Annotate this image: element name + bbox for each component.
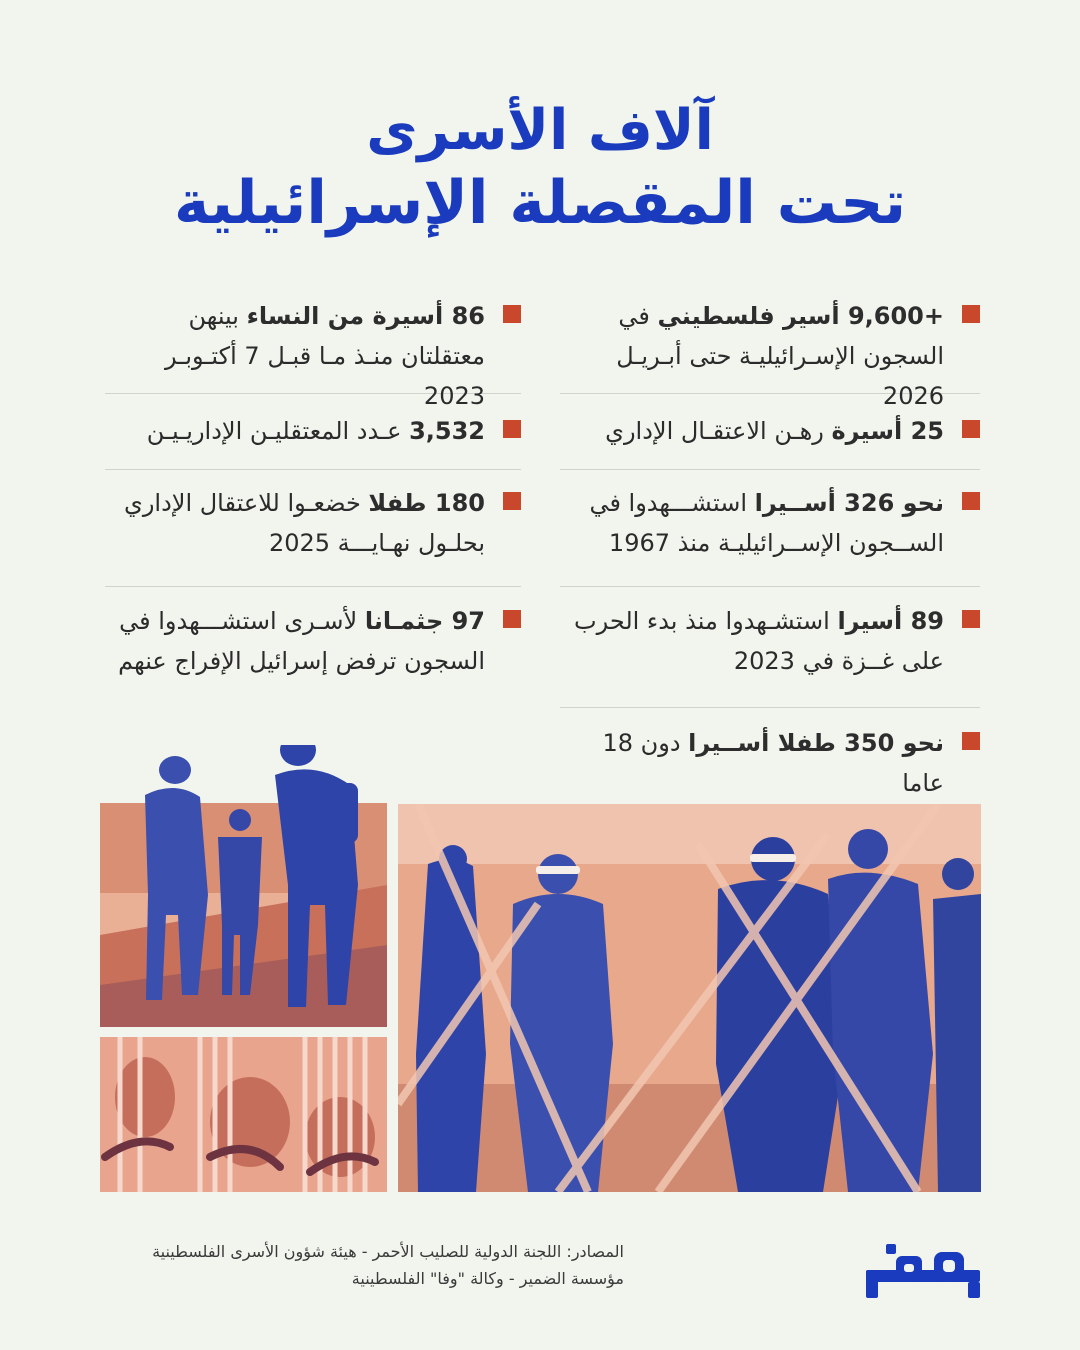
stats-left-column	[105, 288, 521, 687]
stat-item: 86 أسيرة من النساء بينهن معتقلتان منـذ مـا قبـل 7 أكتـوبـر 2023	[105, 288, 521, 394]
stat-item: 25 أسيرة رهـن الاعتقـال الإداري	[560, 394, 980, 470]
blindfolded-detainees-photo	[398, 804, 981, 1192]
stat-item: 97 جثمـانا لأسـرى استشـــهدوا في السجون ترفض إسرائيل الإفراج عنهم	[105, 587, 521, 687]
stats-right-column	[560, 288, 980, 797]
bullet-square-icon	[962, 610, 980, 628]
stat-item: 89 أسيرا استشـهدوا منذ بدء الحرب على غــزة في 2023	[560, 587, 980, 708]
soldiers-escorting-child-photo	[100, 745, 387, 1027]
prisoners-behind-bars-photo	[100, 1037, 387, 1192]
bullet-square-icon	[503, 420, 521, 438]
stat-item: نحو 326 أســيرا استشـــهدوا في الســجون الإســرائيليـة منذ 1967	[560, 470, 980, 587]
stat-item: نحو 350 طفلا أســيرا دون 18 عاما	[560, 708, 980, 778]
page-title	[0, 100, 1080, 236]
bullet-square-icon	[503, 610, 521, 628]
title-line-1: آلاف الأسرى	[366, 98, 714, 163]
sources-line-1: المصادر: اللجنة الدولية للصليب الأحمر - هيئة شؤون الأسرى الفلسطينية	[152, 1242, 624, 1261]
bullet-square-icon	[962, 732, 980, 750]
stat-item: +9,600 أسير فلسطيني في السجون الإسـرائيليـة حتى أبـريـل 2026	[560, 288, 980, 394]
sources-line-2: مؤسسة الضمير - وكالة "وفا" الفلسطينية	[351, 1269, 624, 1288]
stat-item: 180 طفلا خضعـوا للاعتقال الإداري بحلـول نهـايـــة 2025	[105, 470, 521, 587]
logo-mark-icon	[866, 1244, 980, 1298]
bullet-square-icon	[503, 305, 521, 323]
brand-logo	[866, 1244, 980, 1298]
sources-note	[104, 1238, 624, 1292]
bullet-square-icon	[962, 420, 980, 438]
bullet-square-icon	[962, 305, 980, 323]
title-line-2: تحت المقصلة الإسرائيلية	[173, 167, 907, 238]
stat-item: 3,532 عـدد المعتقليـن الإداريـيـن	[105, 394, 521, 470]
bullet-square-icon	[962, 492, 980, 510]
bullet-square-icon	[503, 492, 521, 510]
